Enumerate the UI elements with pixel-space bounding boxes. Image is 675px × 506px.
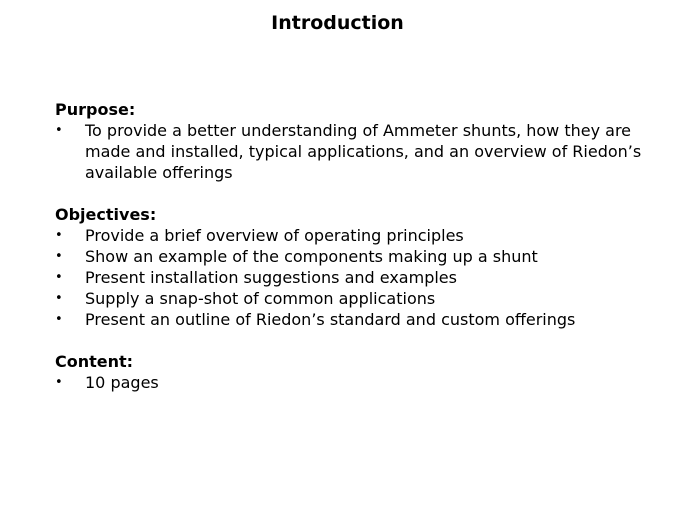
purpose-list bbox=[55, 120, 655, 183]
list-item bbox=[55, 372, 655, 393]
list-item-text: Present installation suggestions and examples bbox=[85, 268, 457, 287]
objectives-heading: Objectives: bbox=[55, 205, 157, 224]
bullet-icon: • bbox=[55, 291, 63, 306]
bullet-icon: • bbox=[55, 375, 63, 390]
bullet-icon: • bbox=[55, 249, 63, 264]
list-item-text: To provide a better understanding of Ammeter shunts, how they are made and installed, typical applications, and an overview of Riedon’s available offerings bbox=[85, 121, 642, 182]
content-heading: Content: bbox=[55, 352, 134, 371]
list-item-text: Show an example of the components making up a shunt bbox=[85, 247, 538, 266]
bullet-icon: • bbox=[55, 270, 63, 285]
list-item bbox=[55, 120, 655, 183]
list-item-text: Provide a brief overview of operating principles bbox=[85, 226, 464, 245]
bullet-icon: • bbox=[55, 312, 63, 327]
objectives-section bbox=[55, 204, 655, 330]
list-item-text: 10 pages bbox=[85, 373, 159, 392]
content-list bbox=[55, 372, 655, 393]
slide-content bbox=[55, 99, 655, 414]
bullet-icon: • bbox=[55, 123, 63, 138]
list-item bbox=[55, 309, 655, 330]
purpose-section bbox=[55, 99, 655, 183]
list-item bbox=[55, 288, 655, 309]
content-section bbox=[55, 351, 655, 393]
objectives-list bbox=[55, 225, 655, 330]
bullet-icon: • bbox=[55, 228, 63, 243]
list-item bbox=[55, 267, 655, 288]
list-item-text: Supply a snap-shot of common applications bbox=[85, 289, 436, 308]
list-item bbox=[55, 225, 655, 246]
slide-title: Introduction bbox=[271, 12, 404, 34]
list-item bbox=[55, 246, 655, 267]
purpose-heading: Purpose: bbox=[55, 100, 136, 119]
list-item-text: Present an outline of Riedon’s standard and custom offerings bbox=[85, 310, 576, 329]
